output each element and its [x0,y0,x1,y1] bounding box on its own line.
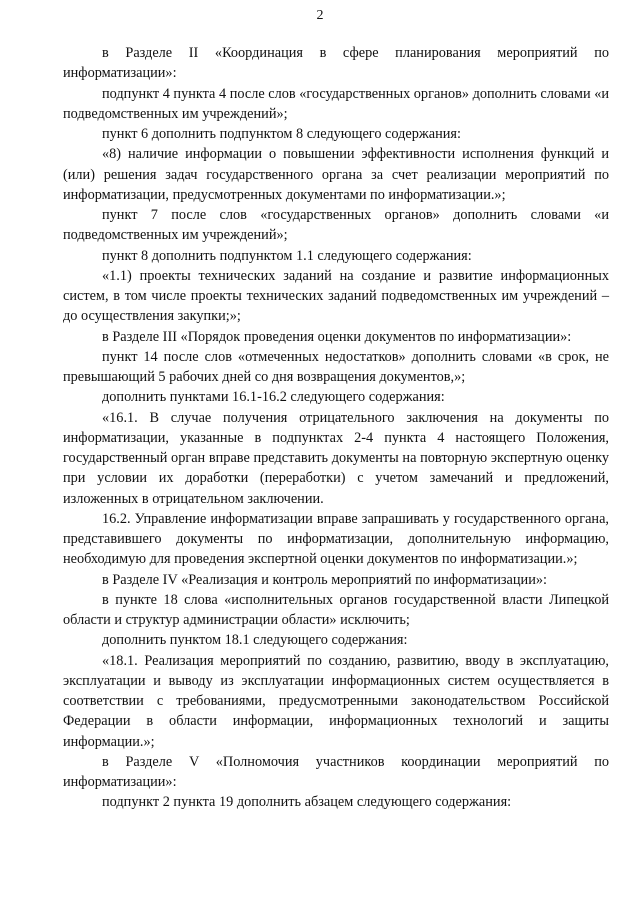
paragraph: в Разделе III «Порядок проведения оценки документов по информатизации»: [102,328,572,345]
page-number: 2 [316,8,324,23]
paragraph: пункт 7 после слов «государственных органов» дополнить словами «и подведомственных им учреждений»; [63,207,609,244]
paragraph: в Разделе V «Полномочия участников координации мероприятий по информатизации»: [63,753,609,790]
paragraph: подпункт 2 пункта 19 дополнить абзацем следующего содержания: [102,794,512,811]
paragraph: в Разделе IV «Реализация и контроль мероприятий по информатизации»: [102,571,547,588]
paragraph: подпункт 4 пункта 4 после слов «государственных органов» дополнить словами «и подведомственных им учреждений»; [63,85,609,122]
paragraph: пункт 14 после слов «отмеченных недостатков» дополнить словами «в срок, не превышающий 5 рабочих дней со дня возвращения документов,»; [63,348,609,385]
paragraph: дополнить пунктами 16.1-16.2 следующего содержания: [102,389,445,406]
paragraph: «8) наличие информации о повышении эффективности исполнения функций и (или) решения задач государственного органа за счет реализации мероприятий по информатизации, предусмотренных документами по информатизации.»; [63,146,609,203]
paragraph: дополнить пунктом 18.1 следующего содержания: [102,632,408,649]
paragraph: пункт 6 дополнить подпунктом 8 следующего содержания: [102,126,461,142]
paragraph: «18.1. Реализация мероприятий по созданию, развитию, вводу в эксплуатацию, эксплуатации и выводу из эксплуатации информационных систем осуществляется в соответствии с требованиями, предусмотренными законодательством Российской Федерации в области информации, информационных технологий и защиты информации.»; [63,652,609,750]
document-body [63,43,609,813]
paragraph: 16.2. Управление информатизации вправе запрашивать у государственного органа, представившего документы по информатизации, дополнительную информацию, необходимую для проведения экспертной оценки документов по информатизации.»; [63,510,609,568]
paragraph: пункт 8 дополнить подпунктом 1.1 следующего содержания: [102,247,472,264]
paragraph: «16.1. В случае получения отрицательного заключения на документы по информатизации, указанные в подпунктах 2-4 пункта 4 настоящего Положения, государственный орган вправе представить документы на повторную экспертную оценку при условии их доработки (переработки) с учетом замечаний и предложений, изложенных в отрицательном заключении. [63,409,609,507]
paragraph: «1.1) проекты технических заданий на создание и развитие информационных систем, в том числе проекты технических заданий подведомственных им учреждений – до осуществления закупки;»; [63,267,609,325]
paragraph: в Разделе II «Координация в сфере планирования мероприятий по информатизации»: [63,45,609,82]
paragraph: в пункте 18 слова «исполнительных органов государственной власти Липецкой области и структур администрации области» исключить; [63,591,609,628]
